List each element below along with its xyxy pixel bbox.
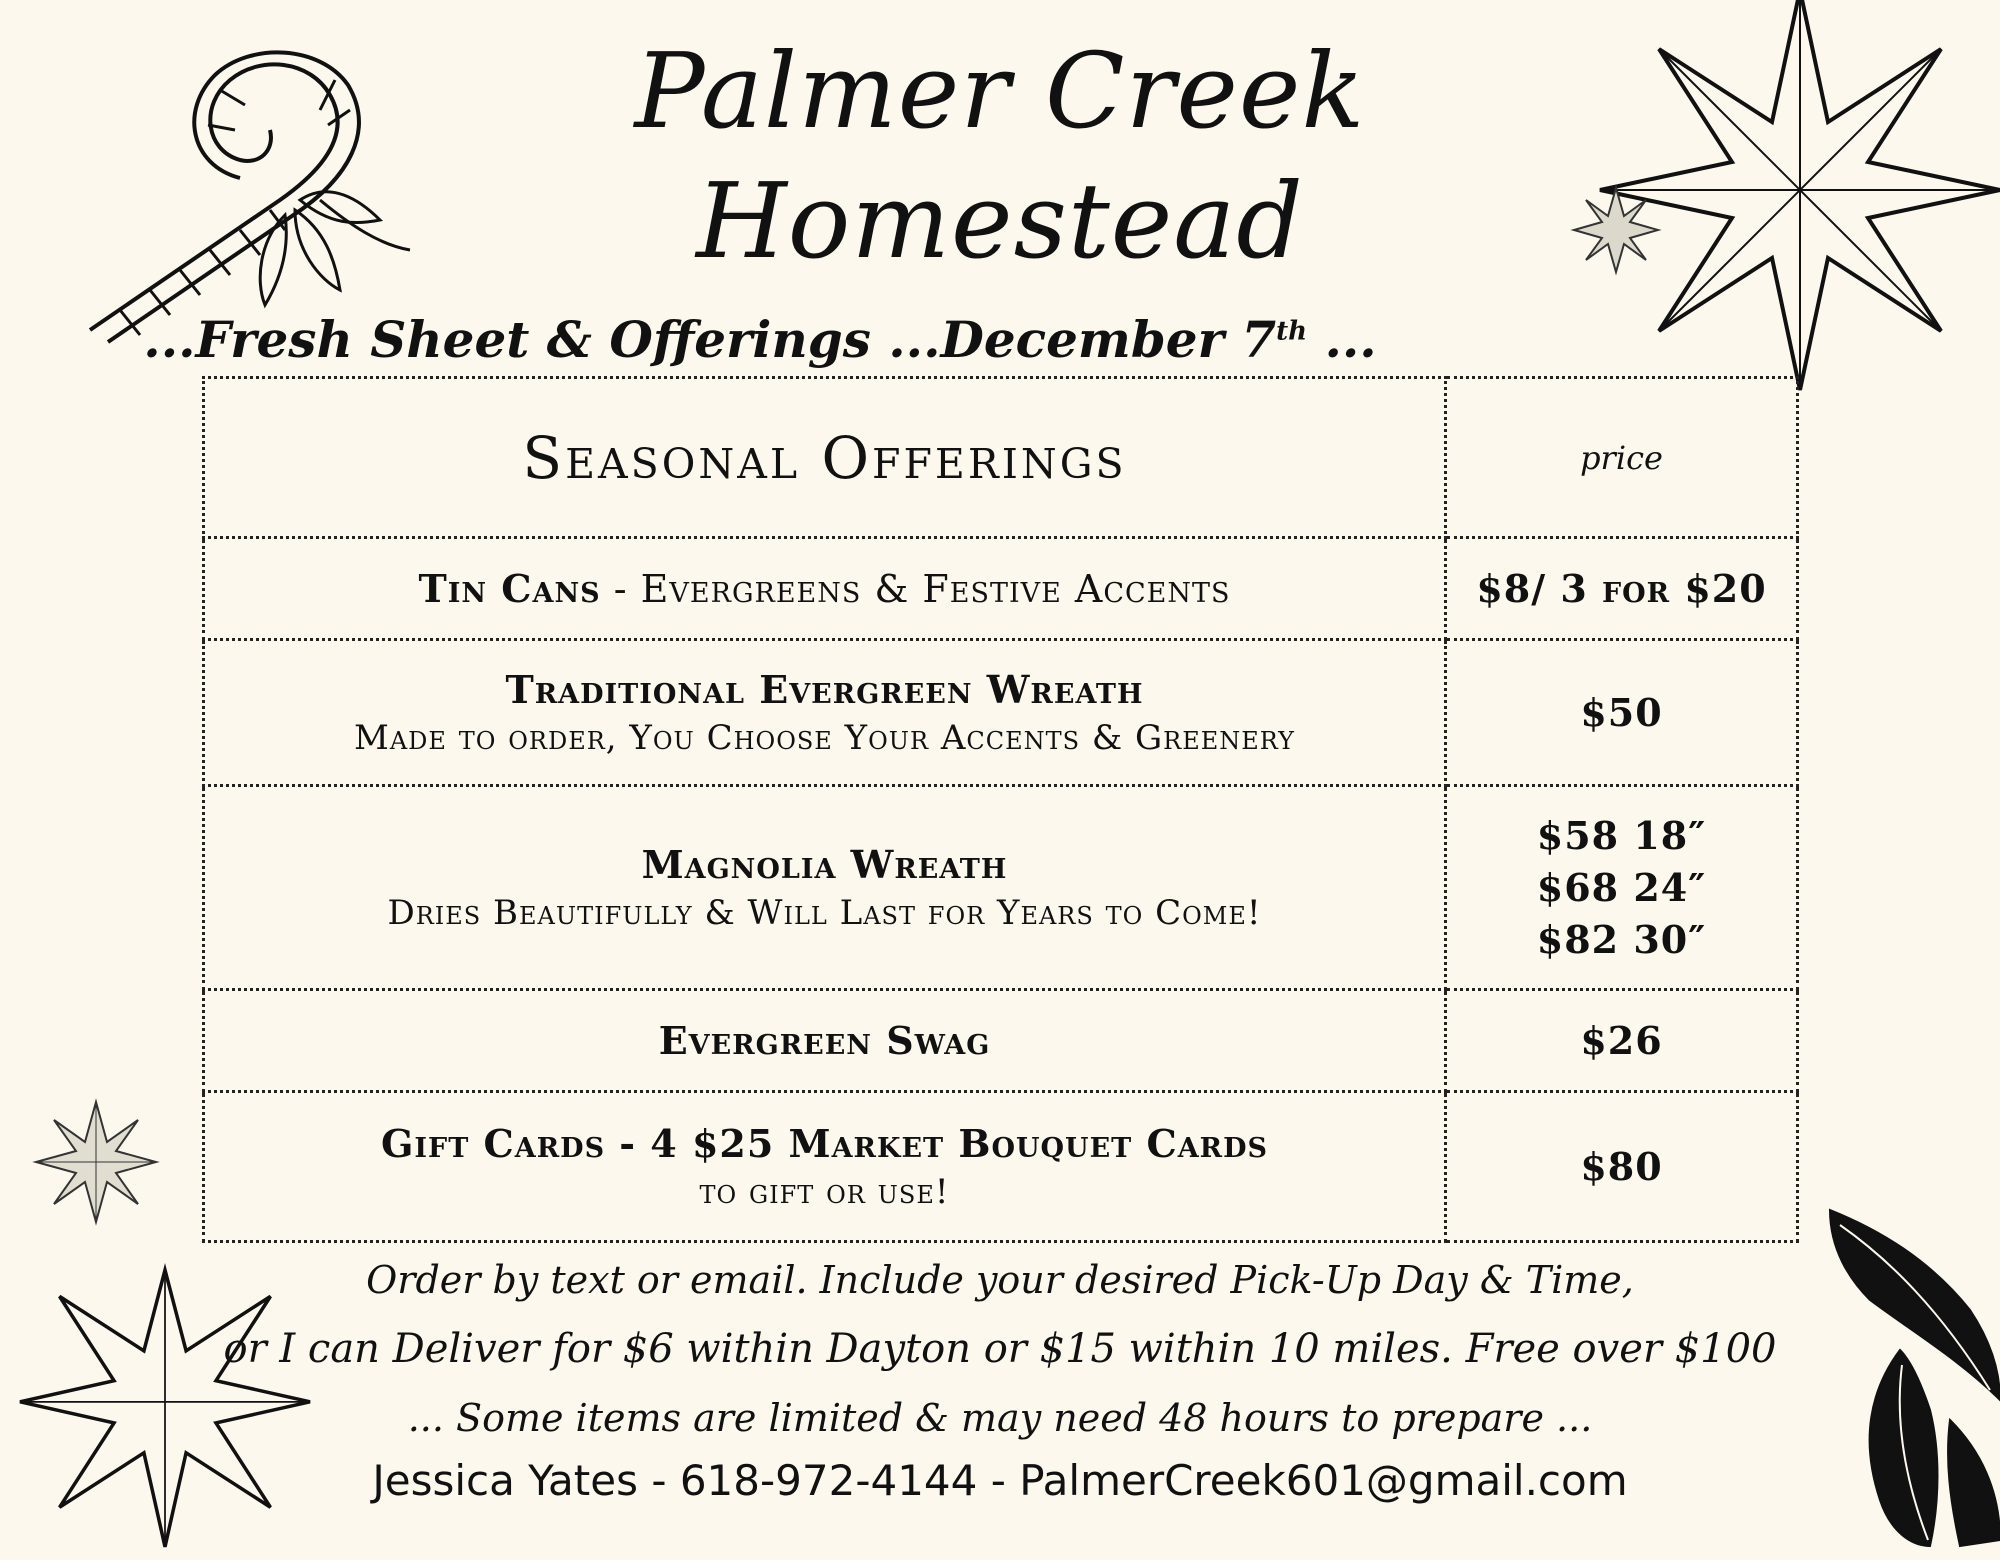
item-description: Made to order, You Choose Your Accents & Greenery — [354, 718, 1295, 758]
item-price: $80 — [1580, 1144, 1663, 1189]
item-price: $26 — [1580, 1018, 1663, 1063]
table-heading-cell — [204, 378, 1446, 538]
table-header-row — [204, 378, 1798, 538]
item-cell — [204, 786, 1446, 990]
item-price: $82 30″ — [1536, 916, 1707, 962]
item-price: $50 — [1580, 690, 1663, 735]
delivery-info: or I can Deliver for $6 within Dayton or $15 within 10 miles. Free over $100 — [223, 1326, 1777, 1372]
item-description: - Evergreens & Festive Accents — [600, 567, 1231, 611]
table-row — [204, 786, 1798, 990]
title-line-1: Palmer Creek — [634, 30, 1366, 152]
table-row — [204, 640, 1798, 786]
item-price: $68 24″ — [1536, 864, 1707, 910]
price-cell — [1446, 786, 1798, 990]
item-description: Dries Beautifully & Will Last for Years to Come! — [387, 893, 1262, 933]
item-name: Gift Cards - 4 $25 Market Bouquet Cards — [380, 1121, 1269, 1166]
table-row — [204, 990, 1798, 1092]
price-heading-cell — [1446, 378, 1798, 538]
title-line-2: Homestead — [696, 160, 1304, 282]
item-name: Traditional Evergreen Wreath — [505, 667, 1144, 712]
table-row — [204, 1092, 1798, 1242]
subtitle-superscript: th — [1276, 316, 1308, 347]
table-heading: Seasonal Offerings — [522, 423, 1127, 492]
price-heading: price — [1580, 438, 1663, 477]
item-description: to gift or use! — [699, 1172, 950, 1212]
item-name: Tin Cans — [418, 566, 601, 611]
offerings-table — [202, 376, 1799, 1243]
item-cell — [204, 538, 1446, 640]
item-cell — [204, 1092, 1446, 1242]
table-row — [204, 538, 1798, 640]
price-cell — [1446, 640, 1798, 786]
subtitle — [0, 310, 1520, 369]
contact-info: Jessica Yates - 618-972-4144 - PalmerCreek601@gmail.com — [372, 1456, 1628, 1505]
item-name: Magnolia Wreath — [641, 842, 1008, 887]
small-star-icon — [34, 1100, 158, 1224]
subtitle-text: ...Fresh Sheet & Offerings ...December 7 — [143, 310, 1277, 369]
item-cell — [204, 990, 1446, 1092]
price-cell — [1446, 990, 1798, 1092]
item-name: Evergreen Swag — [658, 1018, 991, 1063]
subtitle-ellipsis: ... — [1307, 310, 1377, 369]
limited-items-note: ... Some items are limited & may need 48 hours to prepare ... — [407, 1396, 1593, 1440]
price-cell — [1446, 538, 1798, 640]
price-cell — [1446, 1092, 1798, 1242]
item-price: $8/ 3 for $20 — [1476, 566, 1767, 611]
item-price: $58 18″ — [1536, 812, 1707, 858]
order-instructions: Order by text or email. Include your desired Pick-Up Day & Time, — [366, 1258, 1634, 1302]
item-cell — [204, 640, 1446, 786]
